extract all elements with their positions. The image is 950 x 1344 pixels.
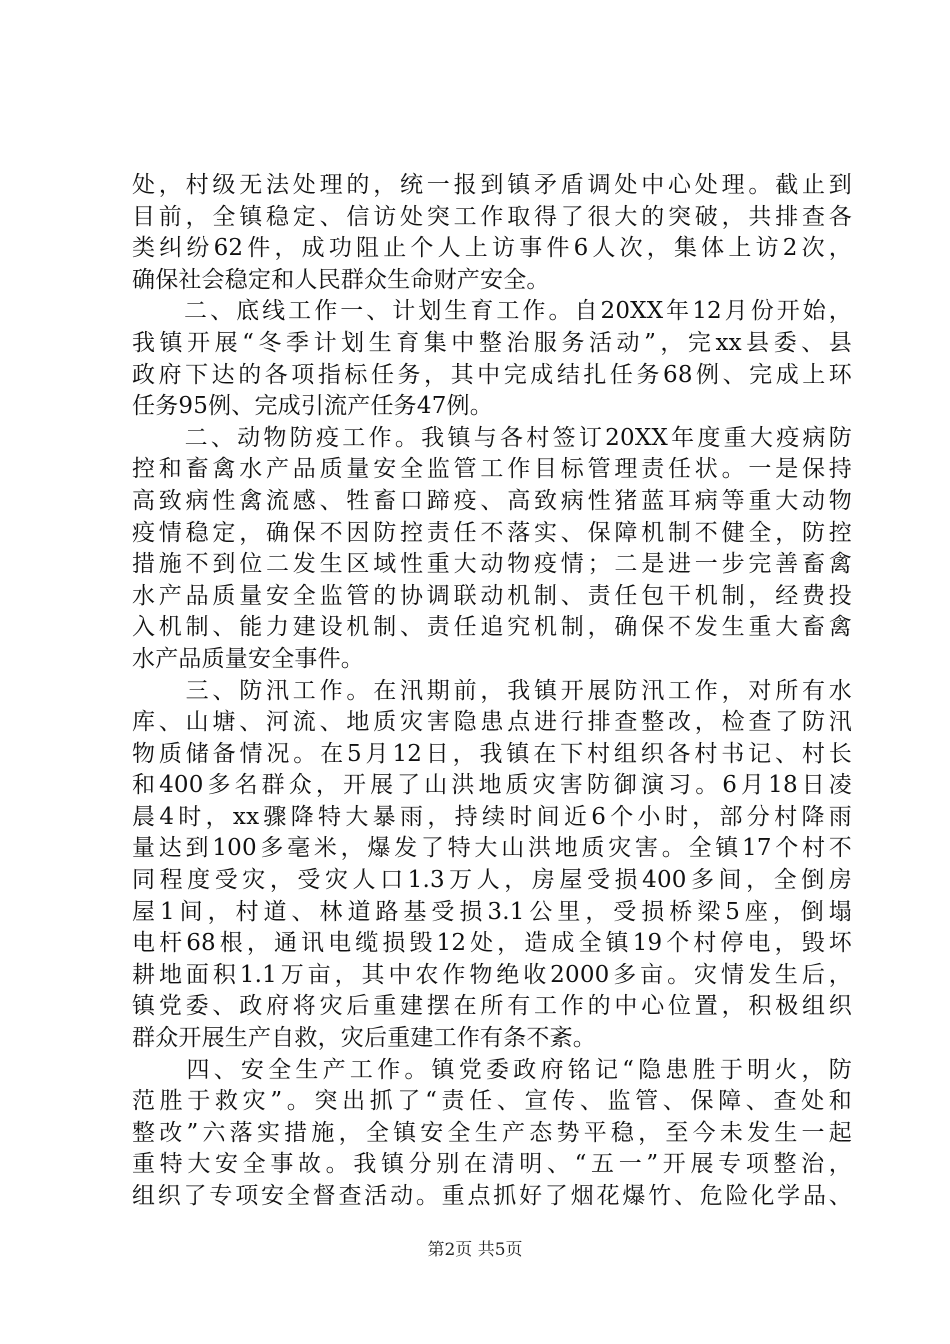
text-line: 屋1间，村道、林道路基受损3.1公里，受损桥梁5座，倒塌 [132, 898, 852, 925]
text-line: 目前，全镇稳定、信访处突工作取得了很大的突破，共排查各 [132, 203, 852, 230]
text-line: 镇党委、政府将灾后重建摆在所有工作的中心位置，积极组织 [132, 993, 852, 1020]
text-line: 同程度受灾，受灾人口1.3万人，房屋受损400多间，全倒房 [132, 867, 852, 894]
text-line: 二、动物防疫工作。我镇与各村签订20XX年度重大疫病防 [132, 424, 852, 451]
text-line: 耕地面积1.1万亩，其中农作物绝收2000多亩。灾情发生后， [132, 961, 852, 988]
text-line: 整改”六落实措施，全镇安全生产态势平稳，至今未发生一起 [132, 1119, 852, 1146]
text-line: 组织了专项安全督查活动。重点抓好了烟花爆竹、危险化学品、 [132, 1183, 852, 1209]
text-line: 我镇开展“冬季计划生育集中整治服务活动”，完xx县委、县 [132, 329, 852, 356]
text-line: 处，村级无法处理的，统一报到镇矛盾调处中心处理。截止到 [132, 172, 852, 198]
text-line: 措施不到位二发生区域性重大动物疫情；二是进一步完善畜禽 [132, 551, 852, 578]
text-line: 水产品质量安全事件。 [132, 645, 364, 672]
text-line: 三、防汛工作。在汛期前，我镇开展防汛工作，对所有水 [132, 677, 852, 704]
text-line: 高致病性禽流感、牲畜口蹄疫、高致病性猪蓝耳病等重大动物 [132, 487, 852, 514]
text-line: 范胜于救灾”。突出抓了“责任、宣传、监管、保障、查处和 [132, 1088, 852, 1115]
text-line: 类纠纷62件，成功阻止个人上访事件6人次，集体上访2次， [132, 235, 852, 262]
page-footer: 第2页 共5页 [427, 1240, 523, 1260]
text-line: 疫情稳定，确保不因防控责任不落实、保障机制不健全，防控 [132, 519, 852, 546]
text-line: 群众开展生产自救，灾后重建工作有条不紊。 [132, 1025, 596, 1052]
text-line: 水产品质量安全监管的协调联动机制、责任包干机制，经费投 [132, 582, 852, 609]
text-line: 重特大安全事故。我镇分别在清明、“五一”开展专项整治， [132, 1151, 852, 1178]
text-line: 确保社会稳定和人民群众生命财产安全。 [132, 266, 550, 293]
document-body [132, 170, 852, 1213]
text-line: 政府下达的各项指标任务，其中完成结扎任务68例、完成上环 [132, 361, 852, 388]
text-line: 控和畜禽水产品质量安全监管工作目标管理责任状。一是保持 [132, 456, 852, 483]
text-line: 任务95例、完成引流产任务47例。 [132, 393, 493, 420]
text-line: 库、山塘、河流、地质灾害隐患点进行排查整改，检查了防汛 [132, 709, 852, 736]
text-line: 四、安全生产工作。镇党委政府铭记“隐患胜于明火，防 [132, 1056, 852, 1083]
text-line: 量达到100多毫米，爆发了特大山洪地质灾害。全镇17个村不 [132, 835, 852, 862]
text-line: 电杆68根，通讯电缆损毁12处，造成全镇19个村停电，毁坏 [132, 930, 852, 957]
text-line: 物质储备情况。在5月12日，我镇在下村组织各村书记、村长 [132, 740, 852, 767]
text-line: 二、底线工作一、计划生育工作。自20XX年12月份开始， [132, 298, 852, 325]
text-line: 入机制、能力建设机制、责任追究机制，确保不发生重大畜禽 [132, 614, 852, 641]
text-line: 和400多名群众，开展了山洪地质灾害防御演习。6月18日凌 [132, 772, 852, 799]
text-line: 晨4时，xx骤降特大暴雨，持续时间近6个小时，部分村降雨 [132, 803, 852, 830]
